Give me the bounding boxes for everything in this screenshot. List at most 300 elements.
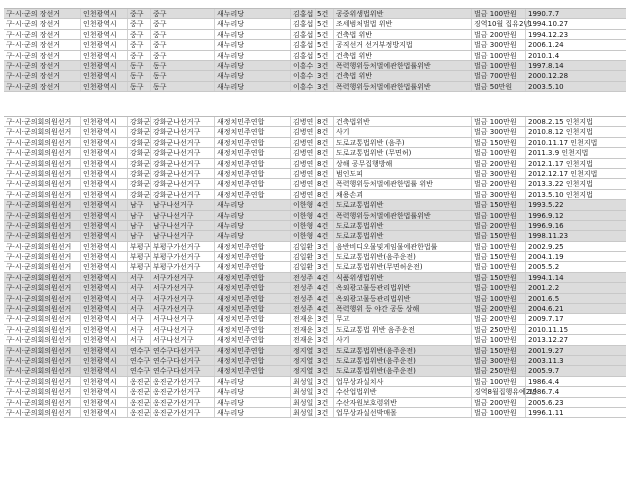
cell-2: 인천광역시 <box>81 314 128 323</box>
cell-4: 중구 <box>151 51 215 60</box>
cell-5: 새누리당 <box>215 211 291 220</box>
cell-8: 도로교통법위반 <box>334 231 472 240</box>
table-row <box>4 387 626 397</box>
cell-6: 전재운 <box>291 314 316 323</box>
table-row <box>4 179 626 189</box>
cell-6: 정지열 <box>291 366 316 375</box>
cell-6: 정지열 <box>291 356 316 365</box>
cell-10: 1994.1.14 <box>528 273 564 282</box>
cell-7: 3건 <box>316 335 334 344</box>
cell-1: 구·시·군의 장선거 <box>4 19 81 28</box>
cell-10: 2006.1.24 <box>528 41 564 50</box>
cell-3: 옹진군 <box>130 408 151 417</box>
cell-7: 4건 <box>316 200 334 209</box>
cell-2: 인천광역시 <box>81 51 128 60</box>
cell-8: 무고 <box>334 314 472 323</box>
cell-3: 서구 <box>128 283 151 292</box>
cell-4: 서구가선거구 <box>151 273 215 282</box>
cell-3: 부평구 <box>130 253 151 262</box>
cell-9: 벌금 200만원 <box>472 398 526 407</box>
cell-6: 전재운 <box>291 325 316 334</box>
cell-7: 8건 <box>316 138 334 147</box>
cell-9: 벌금 100만원 <box>472 262 526 271</box>
cell-5: 새누리당 <box>215 221 291 230</box>
table-row <box>4 30 626 40</box>
cell-4: 강화군나선거구 <box>151 190 215 199</box>
cell-1: 구·시·군의회의원선거 <box>4 283 81 292</box>
cell-1: 구·시·군의회의원선거 <box>4 252 81 261</box>
cell-1: 구·시·군의회의원선거 <box>4 356 81 365</box>
cell-3: 남구 <box>128 221 151 230</box>
table-row <box>4 346 626 356</box>
cell-3: 연수구 <box>130 356 151 365</box>
cell-8: 건축법 위반 <box>334 30 472 39</box>
cell-5: 새누리당 <box>215 82 291 91</box>
cell-3: 서구 <box>128 335 151 344</box>
cell-4: 중구 <box>151 30 215 39</box>
cell-2: 인천광역시 <box>81 335 128 344</box>
cell-10: 1996.9.16 <box>528 221 564 230</box>
cell-5: 새정치민주연합 <box>215 304 291 313</box>
cell-3: 중구 <box>128 40 151 49</box>
cell-5: 새정치민주연합 <box>215 335 291 344</box>
table-row <box>4 408 626 418</box>
table-row <box>4 356 626 366</box>
cell-6: 김병연 <box>291 159 316 168</box>
table-row <box>4 314 626 324</box>
cell-3: 부평구 <box>130 263 151 272</box>
cell-1: 구·시·군의 장선거 <box>4 40 81 49</box>
cell-6: 전성주 <box>291 294 316 303</box>
cell-1: 구·시·군의회의원선거 <box>4 127 81 136</box>
cell-8: 범인도피 <box>334 169 472 178</box>
cell-10: 2003.5.10 <box>528 82 564 91</box>
cell-7: 4건 <box>316 304 334 313</box>
cell-6: 김홍섭 <box>291 19 316 28</box>
cell-6: 정지열 <box>291 346 316 355</box>
cell-9: 벌금 200만원 <box>472 30 526 39</box>
cell-2: 인천광역시 <box>81 190 128 199</box>
cell-4: 옹진군가선거구 <box>151 377 215 386</box>
cell-9: 벌금 150만원 <box>472 252 526 261</box>
cell-2: 인천광역시 <box>81 159 128 168</box>
cell-10: 2002.9.25 <box>528 242 564 251</box>
cell-9: 벌금 150만원 <box>472 273 526 282</box>
cell-2: 인천광역시 <box>81 19 128 28</box>
cell-5: 새정치민주연합 <box>215 117 291 126</box>
cell-6: 최성일 <box>291 377 316 386</box>
cell-9: 벌금 300만원 <box>472 40 526 49</box>
cell-10: 2009.7.17 <box>528 315 564 324</box>
cell-2: 인천광역시 <box>81 211 128 220</box>
cell-9: 벌금 100만원 <box>472 294 526 303</box>
table-row <box>4 19 626 29</box>
cell-4: 부평구가선거구 <box>151 242 215 251</box>
cell-10: 2012.1.17 인천지법 <box>528 159 593 168</box>
cell-4: 옹진군가선거구 <box>151 398 215 407</box>
cell-5: 새정치민주연합 <box>215 283 291 292</box>
cell-8: 도로교통법위반 <box>334 200 472 209</box>
table-row <box>4 283 626 293</box>
cell-2: 인천광역시 <box>81 408 128 417</box>
table-row <box>4 200 626 210</box>
cell-10: 2005.6.23 <box>528 398 564 407</box>
cell-5: 새정치민주연합 <box>215 190 291 199</box>
cell-1: 구·시·군의회의원선거 <box>4 231 81 240</box>
cell-6: 김병연 <box>291 148 316 157</box>
cell-3: 동구 <box>128 71 151 80</box>
cell-7: 8건 <box>316 117 334 126</box>
cell-5: 새정치민주연합 <box>215 356 291 365</box>
cell-6: 최성일 <box>291 387 316 396</box>
cell-4: 서구가선거구 <box>151 294 215 303</box>
cell-7: 3건 <box>316 242 334 251</box>
cell-10: 2005.9.7 <box>528 367 560 376</box>
cell-6: 최성일 <box>291 408 316 417</box>
cell-4: 연수구다선거구 <box>151 356 215 365</box>
cell-3: 서구 <box>128 314 151 323</box>
cell-1: 구·시·군의 장선거 <box>4 9 81 18</box>
cell-6: 김병연 <box>291 179 316 188</box>
cell-10: 2013.3.22 인천지법 <box>528 180 593 189</box>
cell-1: 구·시·군의회의원선거 <box>4 262 81 271</box>
cell-8: 옥외광고물등관리법위반 <box>334 294 472 303</box>
cell-7: 3건 <box>316 356 334 365</box>
cell-4: 남구나선거구 <box>151 221 215 230</box>
cell-9: 벌금 200만원 <box>472 314 526 323</box>
cell-7: 4건 <box>316 273 334 282</box>
cell-10: 2011.3.9 인천지법 <box>528 149 589 158</box>
cell-2: 인천광역시 <box>81 9 128 18</box>
cell-10: 2013.12.27 <box>528 336 569 345</box>
cell-1: 구·시·군의회의원선거 <box>4 138 81 147</box>
cell-3: 연수구 <box>130 346 151 355</box>
cell-8: 도로교통법 위반 음주운전 <box>334 325 472 334</box>
cell-3: 부평구 <box>130 242 151 251</box>
cell-8: 상해 공무집행방해 <box>334 159 472 168</box>
cell-6: 이흥수 <box>291 82 316 91</box>
cell-10: 1994.10.27 <box>528 20 569 29</box>
cell-10: 2005.5.2 <box>528 263 560 272</box>
cell-10: 1990.7.7 <box>528 10 560 18</box>
table-row <box>4 377 626 387</box>
cell-2: 인천광역시 <box>81 179 128 188</box>
cell-6: 김홍섭 <box>291 9 316 18</box>
cell-10: 2001.9.27 <box>528 346 564 355</box>
cell-10: 1997.8.14 <box>528 61 564 70</box>
cell-10: 2004.1.19 <box>528 253 564 262</box>
cell-3: 남구 <box>128 200 151 209</box>
cell-7: 8건 <box>316 148 334 157</box>
cell-3: 남구 <box>128 231 151 240</box>
cell-3: 강화군 <box>130 138 151 147</box>
cell-2: 인천광역시 <box>81 117 128 126</box>
cell-9: 벌금 150만원 <box>472 346 526 355</box>
cell-9: 벌금 250만원 <box>472 325 526 334</box>
cell-1: 구·시·군의회의원선거 <box>4 200 81 209</box>
table-row <box>4 117 626 127</box>
cell-7: 4건 <box>316 221 334 230</box>
cell-8: 도로교통법위반 (무면허) <box>334 148 472 157</box>
cell-6: 이한형 <box>291 200 316 209</box>
cell-9: 벌금 100만원 <box>472 377 526 386</box>
cell-5: 새정치민주연합 <box>215 138 291 147</box>
cell-6: 김홍섭 <box>291 40 316 49</box>
cell-1: 구·시·군의회의원선거 <box>4 366 81 375</box>
cell-7: 5건 <box>316 9 334 18</box>
cell-7: 4건 <box>316 231 334 240</box>
cell-5: 새정치민주연합 <box>215 314 291 323</box>
cell-1: 구·시·군의회의원선거 <box>4 408 81 417</box>
cell-9: 징역8월집행유예2년 <box>474 388 538 397</box>
cell-1: 구·시·군의회의원선거 <box>4 211 81 220</box>
cell-2: 인천광역시 <box>81 325 128 334</box>
cell-1: 구·시·군의회의원선거 <box>4 221 81 230</box>
cell-9: 벌금 250만원 <box>472 366 526 375</box>
cell-6: 김일환 <box>291 252 316 261</box>
cell-2: 인천광역시 <box>81 30 128 39</box>
cell-4: 강화군나선거구 <box>151 179 215 188</box>
cell-3: 강화군 <box>130 180 151 189</box>
cell-4: 중구 <box>151 40 215 49</box>
table-row <box>4 294 626 304</box>
cell-9: 벌금 100만원 <box>472 283 526 292</box>
cell-10: 1986.7.4 <box>528 388 560 397</box>
cell-3: 강화군 <box>130 128 151 137</box>
cell-8: 업무상과실치사 <box>334 377 472 386</box>
cell-7: 3건 <box>316 387 334 396</box>
cell-6: 이흥수 <box>291 61 316 70</box>
cell-8: 공중위생법위반 <box>334 9 472 18</box>
table-row <box>4 61 626 71</box>
cell-6: 최성일 <box>291 398 316 407</box>
cell-3: 강화군 <box>130 149 151 158</box>
cell-10: 2008.2.15 인천지법 <box>528 118 593 126</box>
cell-3: 남구 <box>128 211 151 220</box>
cell-7: 3건 <box>316 398 334 407</box>
cell-9: 벌금 150만원 <box>472 231 526 240</box>
cell-1: 구·시·군의회의원선거 <box>4 335 81 344</box>
cell-9: 벌금 200만원 <box>472 221 526 230</box>
cell-5: 새누리당 <box>215 408 291 417</box>
cell-7: 3건 <box>316 252 334 261</box>
cell-9: 벌금 100만원 <box>472 9 526 18</box>
cell-2: 인천광역시 <box>81 231 128 240</box>
cell-4: 서구나선거구 <box>151 314 215 323</box>
table-row <box>4 335 626 345</box>
cell-2: 인천광역시 <box>81 40 128 49</box>
cell-3: 강화군 <box>130 159 151 168</box>
cell-10: 2010.8.12 인천지법 <box>528 128 593 137</box>
cell-4: 동구 <box>151 61 215 70</box>
cell-2: 인천광역시 <box>81 200 128 209</box>
cell-9: 벌금 300만원 <box>472 190 526 199</box>
cell-8: 도로교통법위반 <box>334 221 472 230</box>
cell-2: 인천광역시 <box>81 252 128 261</box>
cell-10: 2003.11.3 <box>528 356 564 365</box>
cell-4: 중구 <box>151 19 215 28</box>
cell-4: 남구나선거구 <box>151 200 215 209</box>
cell-8: 조세범처벌법 위반 <box>334 19 472 28</box>
table-row <box>4 169 626 179</box>
cell-7: 8건 <box>316 190 334 199</box>
table-row <box>4 325 626 335</box>
cell-8: 수산자원보호령위반 <box>334 398 472 407</box>
cell-10: 1996.1.11 <box>528 408 564 417</box>
cell-6: 이한형 <box>291 231 316 240</box>
table-row <box>4 262 626 272</box>
cell-8: 도로교통법위반(음주운전) <box>334 252 472 261</box>
cell-6: 이한형 <box>291 211 316 220</box>
cell-8: 도로교통법위반 (음주) <box>334 138 472 147</box>
cell-1: 구·시·군의회의원선거 <box>4 148 81 157</box>
cell-4: 서구가선거구 <box>151 304 215 313</box>
cell-3: 중구 <box>128 30 151 39</box>
cell-9: 벌금 700만원 <box>472 71 526 80</box>
cell-4: 강화군나선거구 <box>151 127 215 136</box>
table-row <box>4 159 626 169</box>
cell-5: 새정치민주연합 <box>215 159 291 168</box>
cell-8: 도로교통법위반(무면허운전) <box>334 262 472 271</box>
cell-1: 구·시·군의회의원선거 <box>4 273 81 282</box>
table-row <box>4 211 626 221</box>
cell-2: 인천광역시 <box>81 366 128 375</box>
cell-2: 인천광역시 <box>81 262 128 271</box>
cell-1: 구·시·군의회의원선거 <box>4 304 81 313</box>
cell-5: 새정치민주연합 <box>215 366 291 375</box>
cell-9: 벌금 100만원 <box>472 117 526 126</box>
cell-6: 김홍섭 <box>291 30 316 39</box>
cell-9: 징역10월 집유2년 <box>474 20 531 29</box>
cell-10: 2000.12.28 <box>528 72 569 81</box>
cell-7: 8건 <box>316 179 334 188</box>
cell-4: 서구가선거구 <box>151 283 215 292</box>
cell-2: 인천광역시 <box>81 82 128 91</box>
cell-5: 새누리당 <box>215 231 291 240</box>
table-row <box>4 366 626 376</box>
cell-2: 인천광역시 <box>81 169 128 178</box>
cell-4: 강화군나선거구 <box>151 159 215 168</box>
cell-2: 인천광역시 <box>81 356 128 365</box>
cell-2: 인천광역시 <box>81 242 128 251</box>
cell-7: 8건 <box>316 159 334 168</box>
cell-5: 새누리당 <box>215 387 291 396</box>
table-row <box>4 273 626 283</box>
cell-3: 강화군 <box>130 190 151 199</box>
cell-9: 벌금 100만원 <box>472 61 526 70</box>
cell-6: 김병연 <box>291 138 316 147</box>
cell-5: 새누리당 <box>215 9 291 18</box>
cell-7: 3건 <box>316 408 334 417</box>
cell-8: 폭력행위등처벌에관한법률 위반 <box>334 179 472 188</box>
cell-3: 옹진군 <box>130 388 151 397</box>
cell-7: 3건 <box>316 82 334 91</box>
cell-8: 건축법 위반 <box>334 51 472 60</box>
cell-3: 연수구 <box>130 367 151 376</box>
cell-1: 구·시·군의 장선거 <box>4 71 81 80</box>
cell-4: 동구 <box>151 71 215 80</box>
table-row <box>4 252 626 262</box>
cell-5: 새정치민주연합 <box>215 273 291 282</box>
cell-7: 4건 <box>316 211 334 220</box>
cell-9: 벌금 100만원 <box>472 51 526 60</box>
cell-1: 구·시·군의 장선거 <box>4 61 81 70</box>
cell-8: 도로교통법위반(음주운전) <box>334 356 472 365</box>
cell-4: 남구나선거구 <box>151 211 215 220</box>
cell-3: 강화군 <box>130 118 151 126</box>
table-row <box>4 231 626 241</box>
cell-3: 서구 <box>128 304 151 313</box>
cell-3: 서구 <box>128 273 151 282</box>
cell-1: 구·시·군의회의원선거 <box>4 377 81 386</box>
cell-10: 1994.12.23 <box>528 30 569 39</box>
cell-4: 부평구가선거구 <box>151 262 215 271</box>
cell-3: 동구 <box>128 82 151 91</box>
cell-7: 8건 <box>316 127 334 136</box>
cell-6: 김병연 <box>291 117 316 126</box>
cell-5: 새정치민주연합 <box>215 325 291 334</box>
cell-6: 전성주 <box>291 273 316 282</box>
cell-9: 벌금 100만원 <box>472 148 526 157</box>
cell-8: 채용손괴 <box>334 190 472 199</box>
cell-7: 4건 <box>316 294 334 303</box>
cell-2: 인천광역시 <box>81 283 128 292</box>
cell-4: 옹진군가선거구 <box>151 408 215 417</box>
cell-5: 새정치민주연합 <box>215 179 291 188</box>
cell-6: 전성주 <box>291 304 316 313</box>
cell-5: 새누리당 <box>215 71 291 80</box>
cell-4: 강화군나선거구 <box>151 117 215 126</box>
cell-9: 벌금 100만원 <box>472 335 526 344</box>
cell-1: 구·시·군의회의원선거 <box>4 117 81 126</box>
cell-8: 폭력행위등처벌에관한법률위반 <box>334 61 472 70</box>
cell-8: 식품위생법위반 <box>334 273 472 282</box>
cell-8: 공직선거 선거부정방지법 <box>334 40 472 49</box>
cell-7: 3건 <box>316 377 334 386</box>
cell-10: 2010.1.4 <box>528 51 560 60</box>
cell-2: 인천광역시 <box>81 273 128 282</box>
cell-5: 새정치민주연합 <box>215 169 291 178</box>
cell-3: 중구 <box>128 19 151 28</box>
table-row <box>4 82 626 92</box>
cell-1: 구·시·군의회의원선거 <box>4 314 81 323</box>
cell-7: 3건 <box>316 262 334 271</box>
cell-9: 벌금 100만원 <box>472 408 526 417</box>
cell-4: 중구 <box>151 9 215 18</box>
cell-4: 남구나선거구 <box>151 231 215 240</box>
table-row <box>4 398 626 408</box>
cell-2: 인천광역시 <box>81 294 128 303</box>
cell-4: 서구나선거구 <box>151 335 215 344</box>
cell-10: 1998.11.23 <box>528 232 569 241</box>
cell-2: 인천광역시 <box>81 398 128 407</box>
cell-2: 인천광역시 <box>81 346 128 355</box>
cell-5: 새정치민주연합 <box>215 346 291 355</box>
cell-5: 새정치민주연합 <box>215 252 291 261</box>
cell-8: 도로교통법위반(음주운전) <box>334 346 472 355</box>
cell-6: 이한형 <box>291 221 316 230</box>
cell-7: 3건 <box>316 61 334 70</box>
cell-6: 김병연 <box>291 127 316 136</box>
cell-2: 인천광역시 <box>81 61 128 70</box>
cell-7: 5건 <box>316 19 334 28</box>
cell-2: 인천광역시 <box>81 377 128 386</box>
cell-10: 2010.11.17 인천지법 <box>528 138 598 147</box>
cell-5: 새정치민주연합 <box>215 148 291 157</box>
cell-3: 중구 <box>128 51 151 60</box>
cell-1: 구·시·군의회의원선거 <box>4 398 81 407</box>
table-row <box>4 40 626 50</box>
